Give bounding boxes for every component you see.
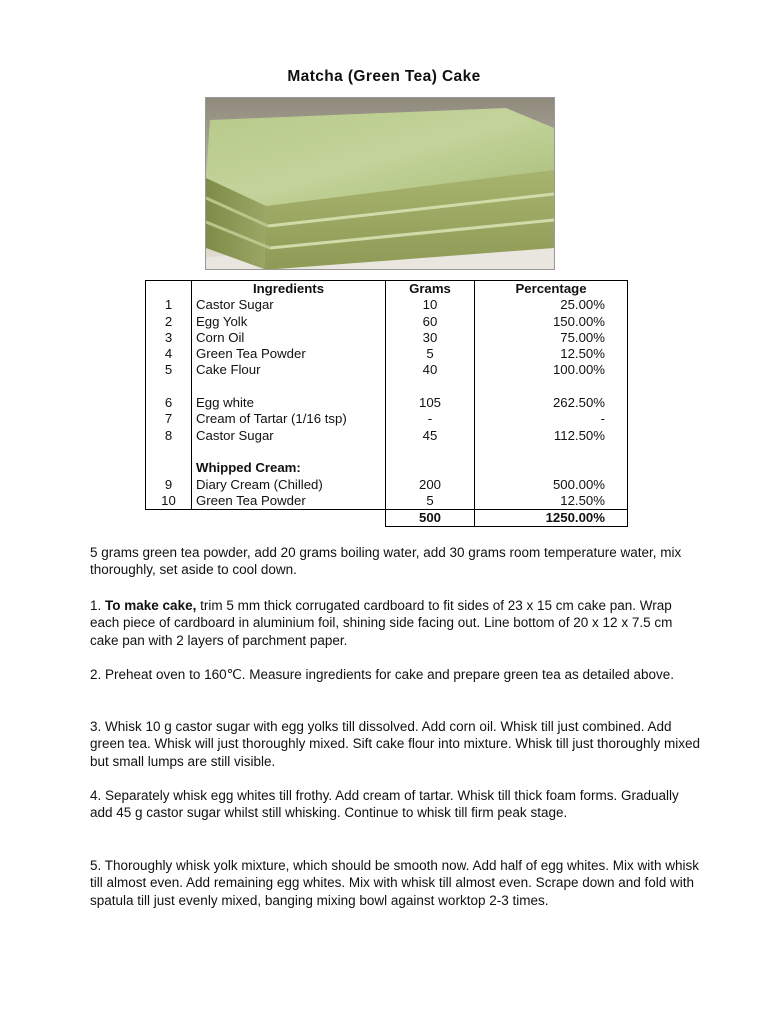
table-row — [146, 477, 628, 493]
row-number: 2 — [146, 314, 192, 330]
ingredient-grams: 60 — [386, 314, 475, 330]
ingredient-percentage: 12.50% — [475, 346, 628, 362]
ingredient-name: Castor Sugar — [192, 297, 386, 313]
table-spacer-row — [146, 444, 628, 460]
step-1-heading: To make cake, — [105, 598, 197, 613]
header-ingredients: Ingredients — [192, 281, 386, 298]
ingredient-name: Green Tea Powder — [192, 346, 386, 362]
step-3-paragraph: 3. Whisk 10 g castor sugar with egg yolks till dissolved. Add corn oil. Whisk till just combined. Add green tea. Whisk will just thoroughly mixed. Sift cake flour into mixture. Whisk till just thoroughly mixed but small lumps are still visible. — [90, 719, 700, 769]
ingredient-percentage: 75.00% — [475, 330, 628, 346]
ingredient-name: Diary Cream (Chilled) — [192, 477, 386, 493]
ingredient-grams: - — [386, 411, 475, 427]
table-row — [146, 346, 628, 362]
ingredient-name: Cream of Tartar (1/16 tsp) — [192, 411, 386, 427]
step-1-number: 1. — [90, 598, 102, 613]
table-row — [146, 395, 628, 411]
ingredient-percentage: 500.00% — [475, 477, 628, 493]
ingredient-percentage: - — [475, 411, 628, 427]
intro-paragraph: 5 grams green tea powder, add 20 grams boiling water, add 30 grams room temperature water, mix thoroughly, set aside to cool down. — [90, 545, 682, 578]
ingredient-grams: 5 — [386, 493, 475, 510]
step-2-paragraph: 2. Preheat oven to 160℃. Measure ingredients for cake and prepare green tea as detailed above. — [90, 667, 675, 682]
ingredient-percentage: 262.50% — [475, 395, 628, 411]
table-row — [146, 411, 628, 427]
row-number: 8 — [146, 428, 192, 444]
ingredient-grams: 30 — [386, 330, 475, 346]
row-number: 3 — [146, 330, 192, 346]
whipped-cream-subheading: Whipped Cream: — [192, 460, 386, 476]
step-4-paragraph: 4. Separately whisk egg whites till frothy. Add cream of tartar. Whisk till thick foam forms. Gradually add 45 g castor sugar whilst still whisking. Continue to whisk till firm peak stage. — [90, 788, 679, 821]
header-percentage: Percentage — [475, 281, 628, 298]
row-number: 5 — [146, 362, 192, 378]
header-grams: Grams — [386, 281, 475, 298]
ingredient-percentage: 150.00% — [475, 314, 628, 330]
row-number: 4 — [146, 346, 192, 362]
step-1-text: trim 5 mm thick corrugated cardboard to fit sides of 23 x 15 cm cake pan. Wrap each piece of cardboard in aluminium foil, shining side facing out. Line bottom of 20 x 12 x 7.5 cm cake pan with 2 layers of parchment paper. — [90, 598, 673, 648]
table-header-row — [146, 281, 628, 298]
ingredient-percentage: 25.00% — [475, 297, 628, 313]
ingredient-grams: 45 — [386, 428, 475, 444]
row-number: 7 — [146, 411, 192, 427]
ingredient-grams: 105 — [386, 395, 475, 411]
ingredient-name: Cake Flour — [192, 362, 386, 378]
ingredient-grams: 10 — [386, 297, 475, 313]
table-row — [146, 493, 628, 510]
table-subheading-row — [146, 460, 628, 476]
cake-photo — [205, 97, 555, 270]
step-1-paragraph — [90, 597, 700, 649]
ingredient-grams: 40 — [386, 362, 475, 378]
total-grams: 500 — [386, 510, 475, 527]
ingredient-name: Green Tea Powder — [192, 493, 386, 510]
row-number: 9 — [146, 477, 192, 493]
ingredient-grams: 200 — [386, 477, 475, 493]
table-total-row — [146, 510, 628, 527]
ingredient-percentage: 112.50% — [475, 428, 628, 444]
recipe-title: Matcha (Green Tea) Cake — [287, 68, 481, 85]
table-row — [146, 314, 628, 330]
ingredient-percentage: 100.00% — [475, 362, 628, 378]
total-percentage: 1250.00% — [475, 510, 628, 527]
ingredient-name: Egg Yolk — [192, 314, 386, 330]
table-row — [146, 297, 628, 313]
table-spacer-row — [146, 379, 628, 395]
ingredients-table — [145, 280, 628, 527]
ingredient-name: Corn Oil — [192, 330, 386, 346]
ingredient-name: Castor Sugar — [192, 428, 386, 444]
row-number: 10 — [146, 493, 192, 510]
row-number: 1 — [146, 297, 192, 313]
table-row — [146, 330, 628, 346]
header-number — [146, 281, 192, 298]
ingredient-name: Egg white — [192, 395, 386, 411]
ingredient-grams: 5 — [386, 346, 475, 362]
table-row — [146, 362, 628, 378]
row-number: 6 — [146, 395, 192, 411]
ingredient-percentage: 12.50% — [475, 493, 628, 510]
table-row — [146, 428, 628, 444]
step-5-paragraph: 5. Thoroughly whisk yolk mixture, which should be smooth now. Add half of egg whites. Mix with whisk till almost even. Add remaining egg whites. Mix with whisk till almost even. Scrape down and fold with spatula till just evenly mixed, banging mixing bowl against worktop 2-3 times. — [90, 858, 700, 908]
